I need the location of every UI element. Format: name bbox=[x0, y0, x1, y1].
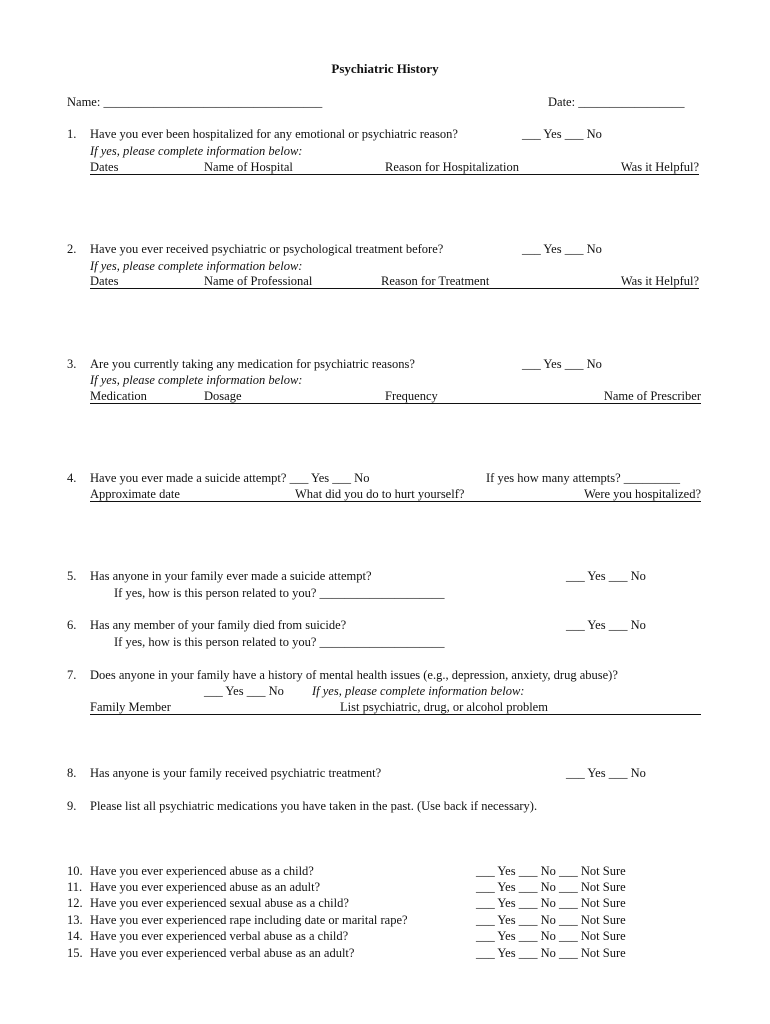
column-header: Name of Professional bbox=[204, 274, 313, 288]
question-text: Please list all psychiatric medications you have taken in the past. (Use back if necessary). bbox=[90, 799, 538, 813]
column-header: Frequency bbox=[385, 389, 438, 403]
question-text: Have you ever experienced verbal abuse as an adult? bbox=[90, 946, 355, 960]
yes-no-field[interactable]: ___ Yes ___ No bbox=[522, 242, 602, 256]
instruction-note: If yes, please complete information below: bbox=[90, 373, 303, 387]
question-number: 8. bbox=[67, 766, 77, 780]
column-header: What did you do to hurt yourself? bbox=[295, 487, 465, 501]
question-text: Have you ever received psychiatric or psychological treatment before? bbox=[90, 242, 444, 256]
question-text[interactable]: Have you ever made a suicide attempt? ___ Yes ___ No bbox=[90, 471, 370, 485]
question-text: Have you ever experienced abuse as a child? bbox=[90, 864, 314, 878]
relation-field[interactable]: If yes, how is this person related to you? ____________________ bbox=[114, 586, 445, 600]
yes-no-field[interactable]: ___ Yes ___ No bbox=[522, 127, 602, 141]
table-header-row bbox=[90, 700, 701, 715]
question-text: Have you ever been hospitalized for any emotional or psychiatric reason? bbox=[90, 127, 458, 141]
yes-no-notsure-field[interactable]: ___ Yes ___ No ___ Not Sure bbox=[476, 896, 626, 910]
question-text: Has anyone in your family ever made a suicide attempt? bbox=[90, 569, 372, 583]
yes-no-field[interactable]: ___ Yes ___ No bbox=[522, 357, 602, 371]
column-header: Was it Helpful? bbox=[620, 274, 699, 288]
table-header-row bbox=[90, 389, 701, 404]
yes-no-notsure-field[interactable]: ___ Yes ___ No ___ Not Sure bbox=[476, 929, 626, 943]
column-header: Was it Helpful? bbox=[620, 160, 699, 174]
question-number: 7. bbox=[67, 668, 77, 682]
column-header: Medication bbox=[90, 389, 147, 403]
question-number: 2. bbox=[67, 242, 77, 256]
table-header-row bbox=[90, 487, 701, 502]
question-number: 15. bbox=[67, 946, 83, 960]
question-number: 3. bbox=[67, 357, 77, 371]
column-header: Dates bbox=[90, 274, 119, 288]
table-header-row bbox=[90, 160, 699, 175]
column-header: Reason for Treatment bbox=[381, 274, 490, 288]
column-header: Approximate date bbox=[90, 487, 180, 501]
yes-no-field[interactable]: ___ Yes ___ No bbox=[566, 766, 646, 780]
column-header: Family Member bbox=[90, 700, 171, 714]
question-number: 13. bbox=[67, 913, 83, 927]
question-number: 1. bbox=[67, 127, 77, 141]
page-title: Psychiatric History bbox=[331, 61, 439, 76]
column-header: Dates bbox=[90, 160, 119, 174]
question-text: Have you ever experienced verbal abuse as a child? bbox=[90, 929, 349, 943]
question-text: Has any member of your family died from suicide? bbox=[90, 618, 347, 632]
date-field[interactable]: Date: _________________ bbox=[548, 95, 685, 109]
column-header: Name of Prescriber bbox=[603, 389, 701, 403]
yes-no-notsure-field[interactable]: ___ Yes ___ No ___ Not Sure bbox=[476, 913, 626, 927]
name-field[interactable]: Name: ___________________________________ bbox=[67, 95, 323, 109]
yes-no-notsure-field[interactable]: ___ Yes ___ No ___ Not Sure bbox=[476, 864, 626, 878]
question-number: 11. bbox=[67, 880, 83, 894]
question-text: Has anyone is your family received psychiatric treatment? bbox=[90, 766, 382, 780]
yes-no-field[interactable]: ___ Yes ___ No bbox=[204, 684, 284, 698]
attempts-field[interactable]: If yes how many attempts? _________ bbox=[486, 471, 681, 485]
yes-no-field[interactable]: ___ Yes ___ No bbox=[566, 569, 646, 583]
question-number: 14. bbox=[67, 929, 83, 943]
yes-no-notsure-field[interactable]: ___ Yes ___ No ___ Not Sure bbox=[476, 880, 626, 894]
question-number: 4. bbox=[67, 471, 77, 485]
column-header: List psychiatric, drug, or alcohol problem bbox=[340, 700, 548, 714]
question-number: 12. bbox=[67, 896, 83, 910]
yes-no-field[interactable]: ___ Yes ___ No bbox=[566, 618, 646, 632]
column-header: Reason for Hospitalization bbox=[385, 160, 519, 174]
question-number: 5. bbox=[67, 569, 77, 583]
instruction-note: If yes, please complete information below: bbox=[90, 259, 303, 273]
relation-field[interactable]: If yes, how is this person related to you? ____________________ bbox=[114, 635, 445, 649]
column-header: Name of Hospital bbox=[204, 160, 293, 174]
table-header-row bbox=[90, 274, 699, 289]
column-header: Were you hospitalized? bbox=[583, 487, 701, 501]
question-number: 10. bbox=[67, 864, 83, 878]
column-header: Dosage bbox=[204, 389, 242, 403]
question-text: Have you ever experienced abuse as an adult? bbox=[90, 880, 321, 894]
instruction-note: If yes, please complete information below: bbox=[90, 144, 303, 158]
yes-no-notsure-field[interactable]: ___ Yes ___ No ___ Not Sure bbox=[476, 946, 626, 960]
question-text: Have you ever experienced sexual abuse as a child? bbox=[90, 896, 349, 910]
question-text: Are you currently taking any medication for psychiatric reasons? bbox=[90, 357, 415, 371]
question-number: 9. bbox=[67, 799, 77, 813]
question-text: Does anyone in your family have a history of mental health issues (e.g., depression, anxiety, drug abuse)? bbox=[90, 668, 618, 682]
question-number: 6. bbox=[67, 618, 77, 632]
instruction-note: If yes, please complete information below: bbox=[312, 684, 525, 698]
question-text: Have you ever experienced rape including date or marital rape? bbox=[90, 913, 408, 927]
